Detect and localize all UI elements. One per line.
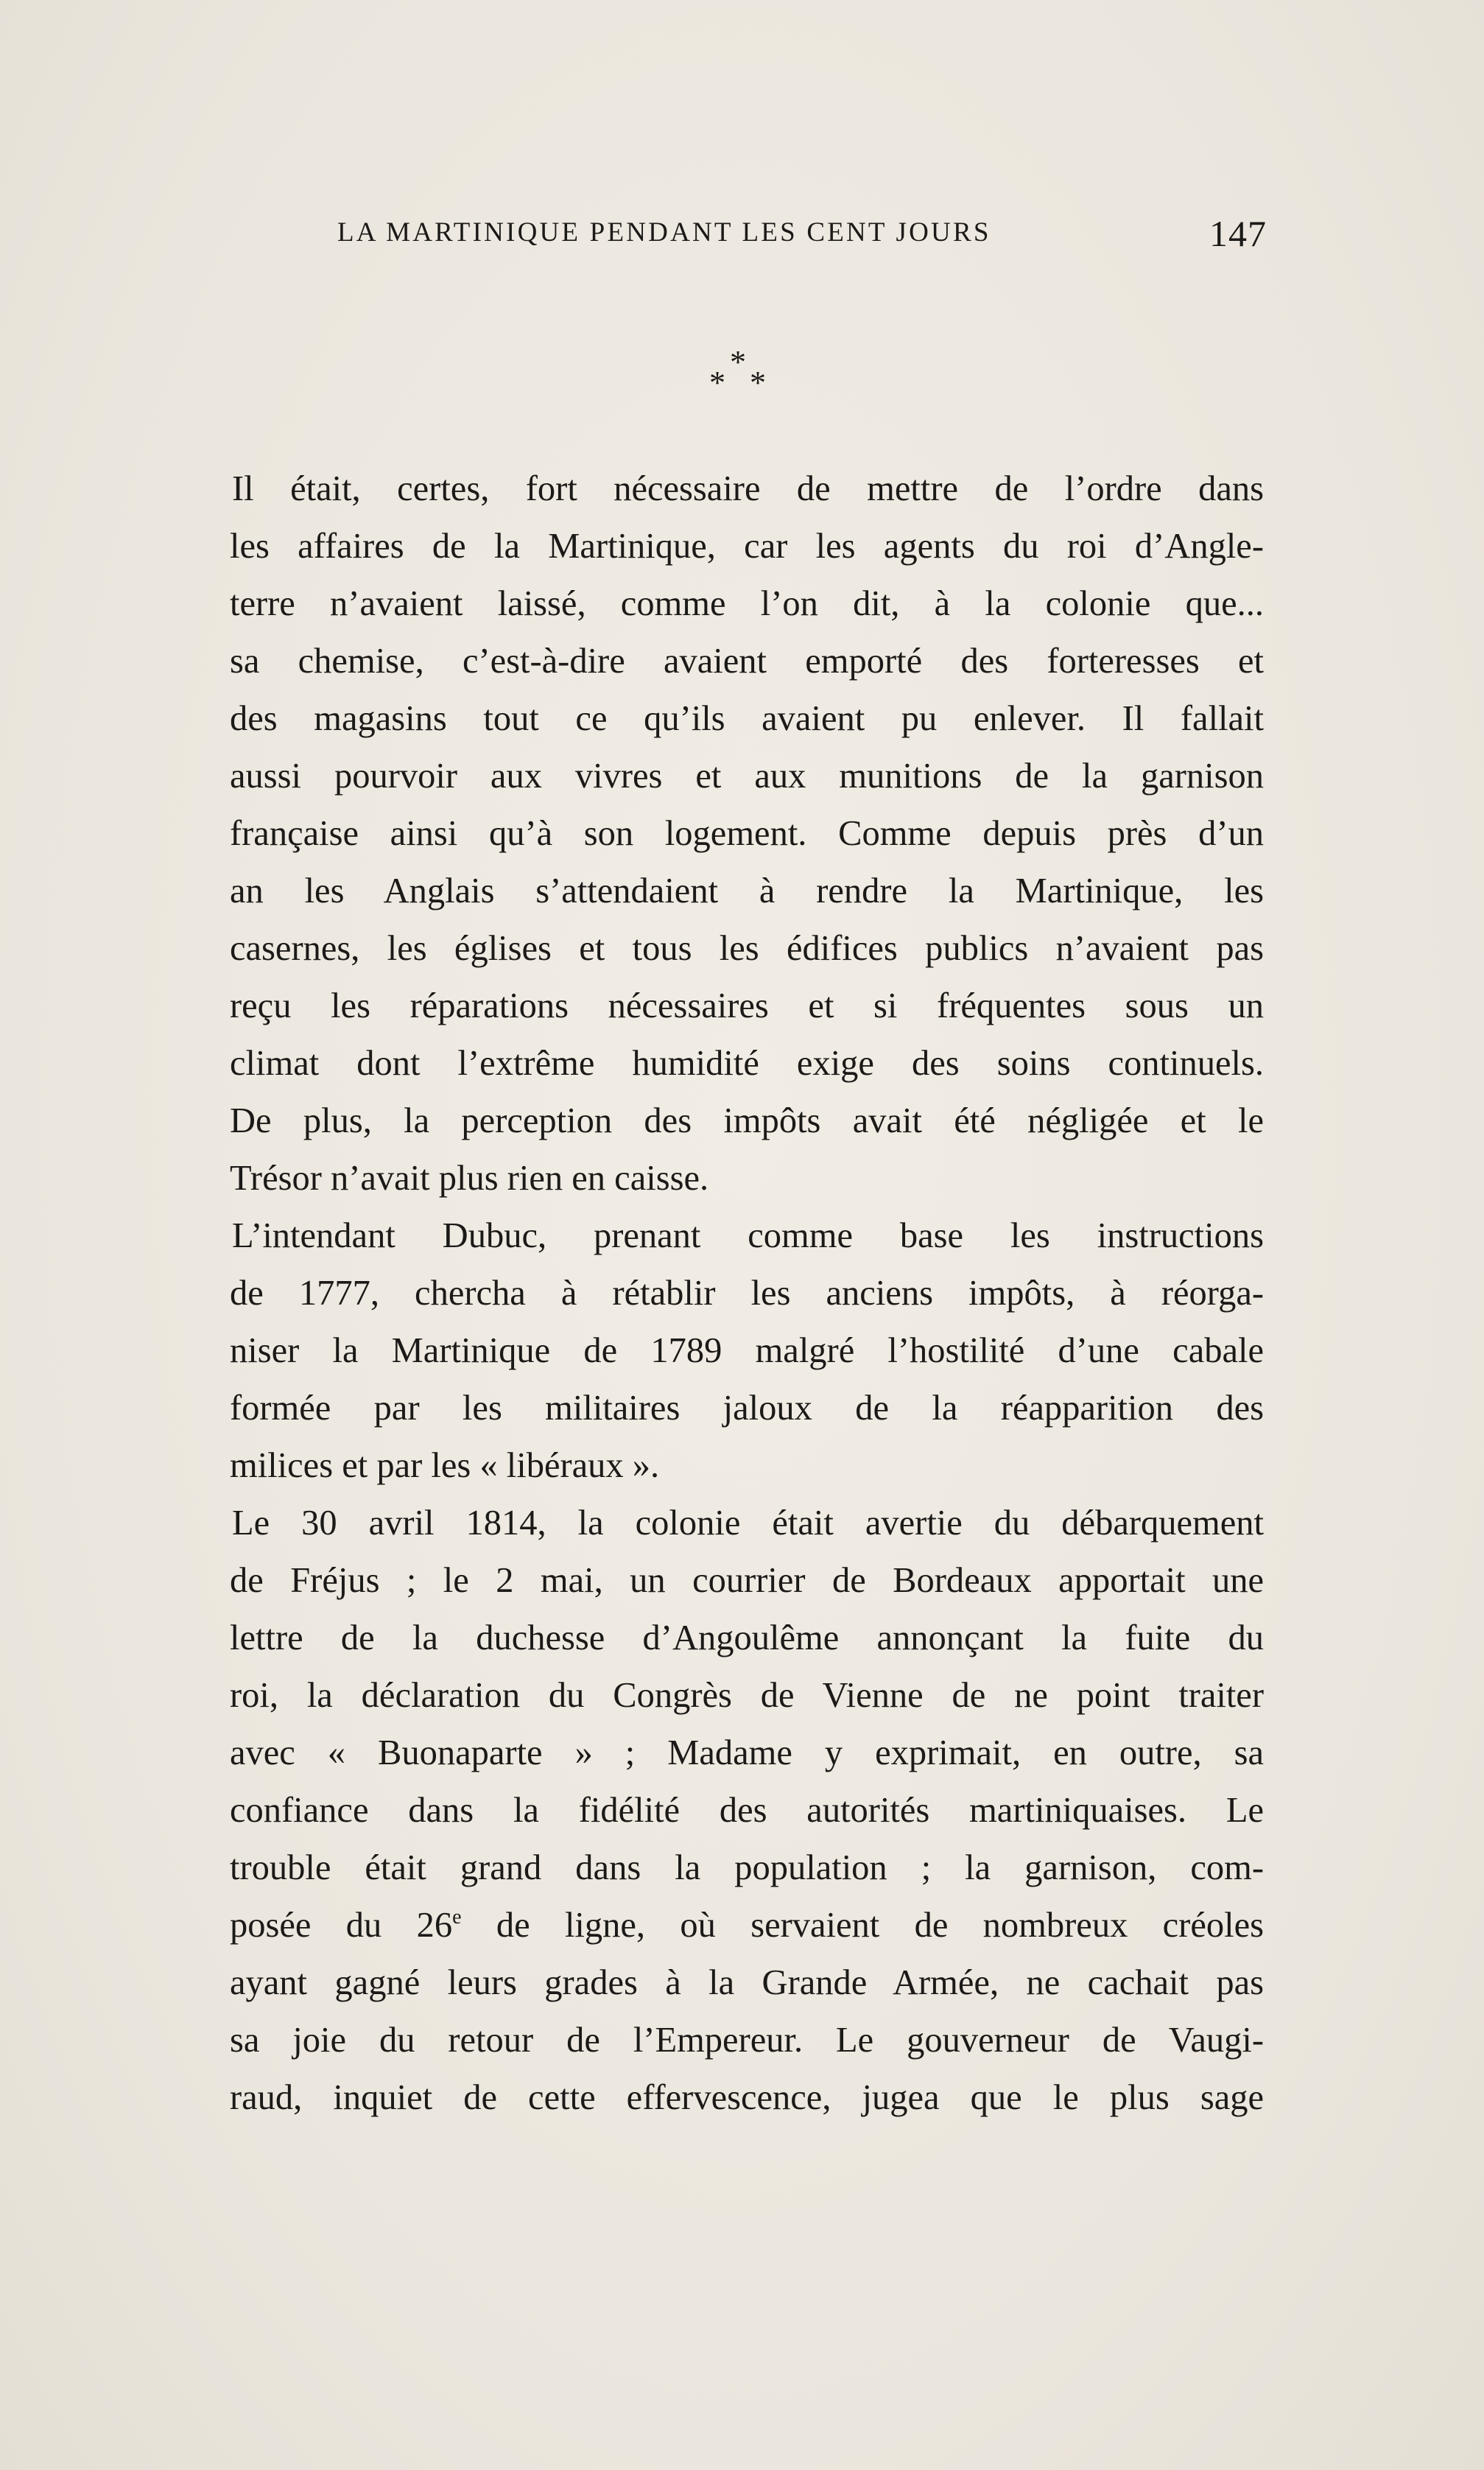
text-line: casernes, les églises et tous les édifices publics n’avaient pas — [230, 929, 1264, 968]
text-line: lettre de la duchesse d’Angoulême annonçant la fuite du — [230, 1618, 1264, 1657]
running-head — [337, 212, 1267, 256]
text-line: de Fréjus ; le 2 mai, un courrier de Bordeaux apportait une — [230, 1561, 1264, 1600]
text-line: terre n’avaient laissé, comme l’on dit, à la colonie que... — [230, 584, 1264, 623]
text-line: française ainsi qu’à son logement. Comme depuis près d’un — [230, 814, 1264, 853]
text-line: trouble était grand dans la population ; la garnison, com- — [230, 1848, 1264, 1887]
text-line: niser la Martinique de 1789 malgré l’hostilité d’une cabale — [230, 1331, 1264, 1370]
text-line: roi, la déclaration du Congrès de Vienne de ne point traiter — [230, 1676, 1264, 1715]
text-fragment: de ligne, où servaient de nombreux créoles — [461, 1906, 1264, 1945]
text-line: les affaires de la Martinique, car les agents du roi d’Angle- — [230, 527, 1264, 566]
text-fragment: posée du 26 — [230, 1906, 453, 1945]
text-line: Il était, certes, fort nécessaire de mettre de l’ordre dans — [232, 469, 1264, 508]
text-line: an les Anglais s’attendaient à rendre la Martinique, les — [230, 871, 1264, 911]
asterism-star: * — [730, 344, 746, 380]
text-line: L’intendant Dubuc, prenant comme base les instructions — [232, 1216, 1264, 1255]
asterism-star: * — [709, 365, 725, 401]
text-line: confiance dans la fidélité des autorités martiniquaises. Le — [230, 1791, 1264, 1830]
text-line: milices et par les « libéraux ». — [230, 1446, 660, 1485]
text-line: ayant gagné leurs grades à la Grande Armée, ne cachait pas — [230, 1963, 1264, 2002]
body-text — [230, 460, 1264, 2127]
text-line: des magasins tout ce qu’ils avaient pu enlever. Il fallait — [230, 699, 1264, 738]
text-line: raud, inquiet de cette effervescence, jugea que le plus sage — [230, 2078, 1264, 2117]
asterism-ornament — [707, 344, 773, 401]
text-line: Trésor n’avait plus rien en caisse. — [230, 1159, 709, 1198]
text-line: climat dont l’extrême humidité exige des soins continuels. — [230, 1044, 1264, 1083]
asterism-star: * — [750, 365, 766, 401]
text-line: sa joie du retour de l’Empereur. Le gouverneur de Vaugi- — [230, 2021, 1264, 2060]
superscript: e — [452, 1906, 462, 1929]
text-line: reçu les réparations nécessaires et si fréquentes sous un — [230, 986, 1264, 1025]
text-line: aussi pourvoir aux vivres et aux munitions de la garnison — [230, 757, 1264, 796]
text-line: avec « Buonaparte » ; Madame y exprimait, en outre, sa — [230, 1733, 1264, 1772]
text-line: de 1777, chercha à rétablir les anciens impôts, à réorga- — [230, 1274, 1264, 1313]
text-line: Le 30 avril 1814, la colonie était avertie du débarquement — [232, 1504, 1264, 1543]
text-line: sa chemise, c’est-à-dire avaient emporté des forteresses et — [230, 642, 1264, 681]
page-number: 147 — [1209, 213, 1267, 254]
running-title: LA MARTINIQUE PENDANT LES CENT JOURS — [337, 217, 991, 248]
text-line-with-superscript — [230, 1897, 1264, 1954]
text-line: formée par les militaires jaloux de la réapparition des — [230, 1389, 1264, 1428]
text-line: De plus, la perception des impôts avait été négligée et le — [230, 1101, 1264, 1140]
